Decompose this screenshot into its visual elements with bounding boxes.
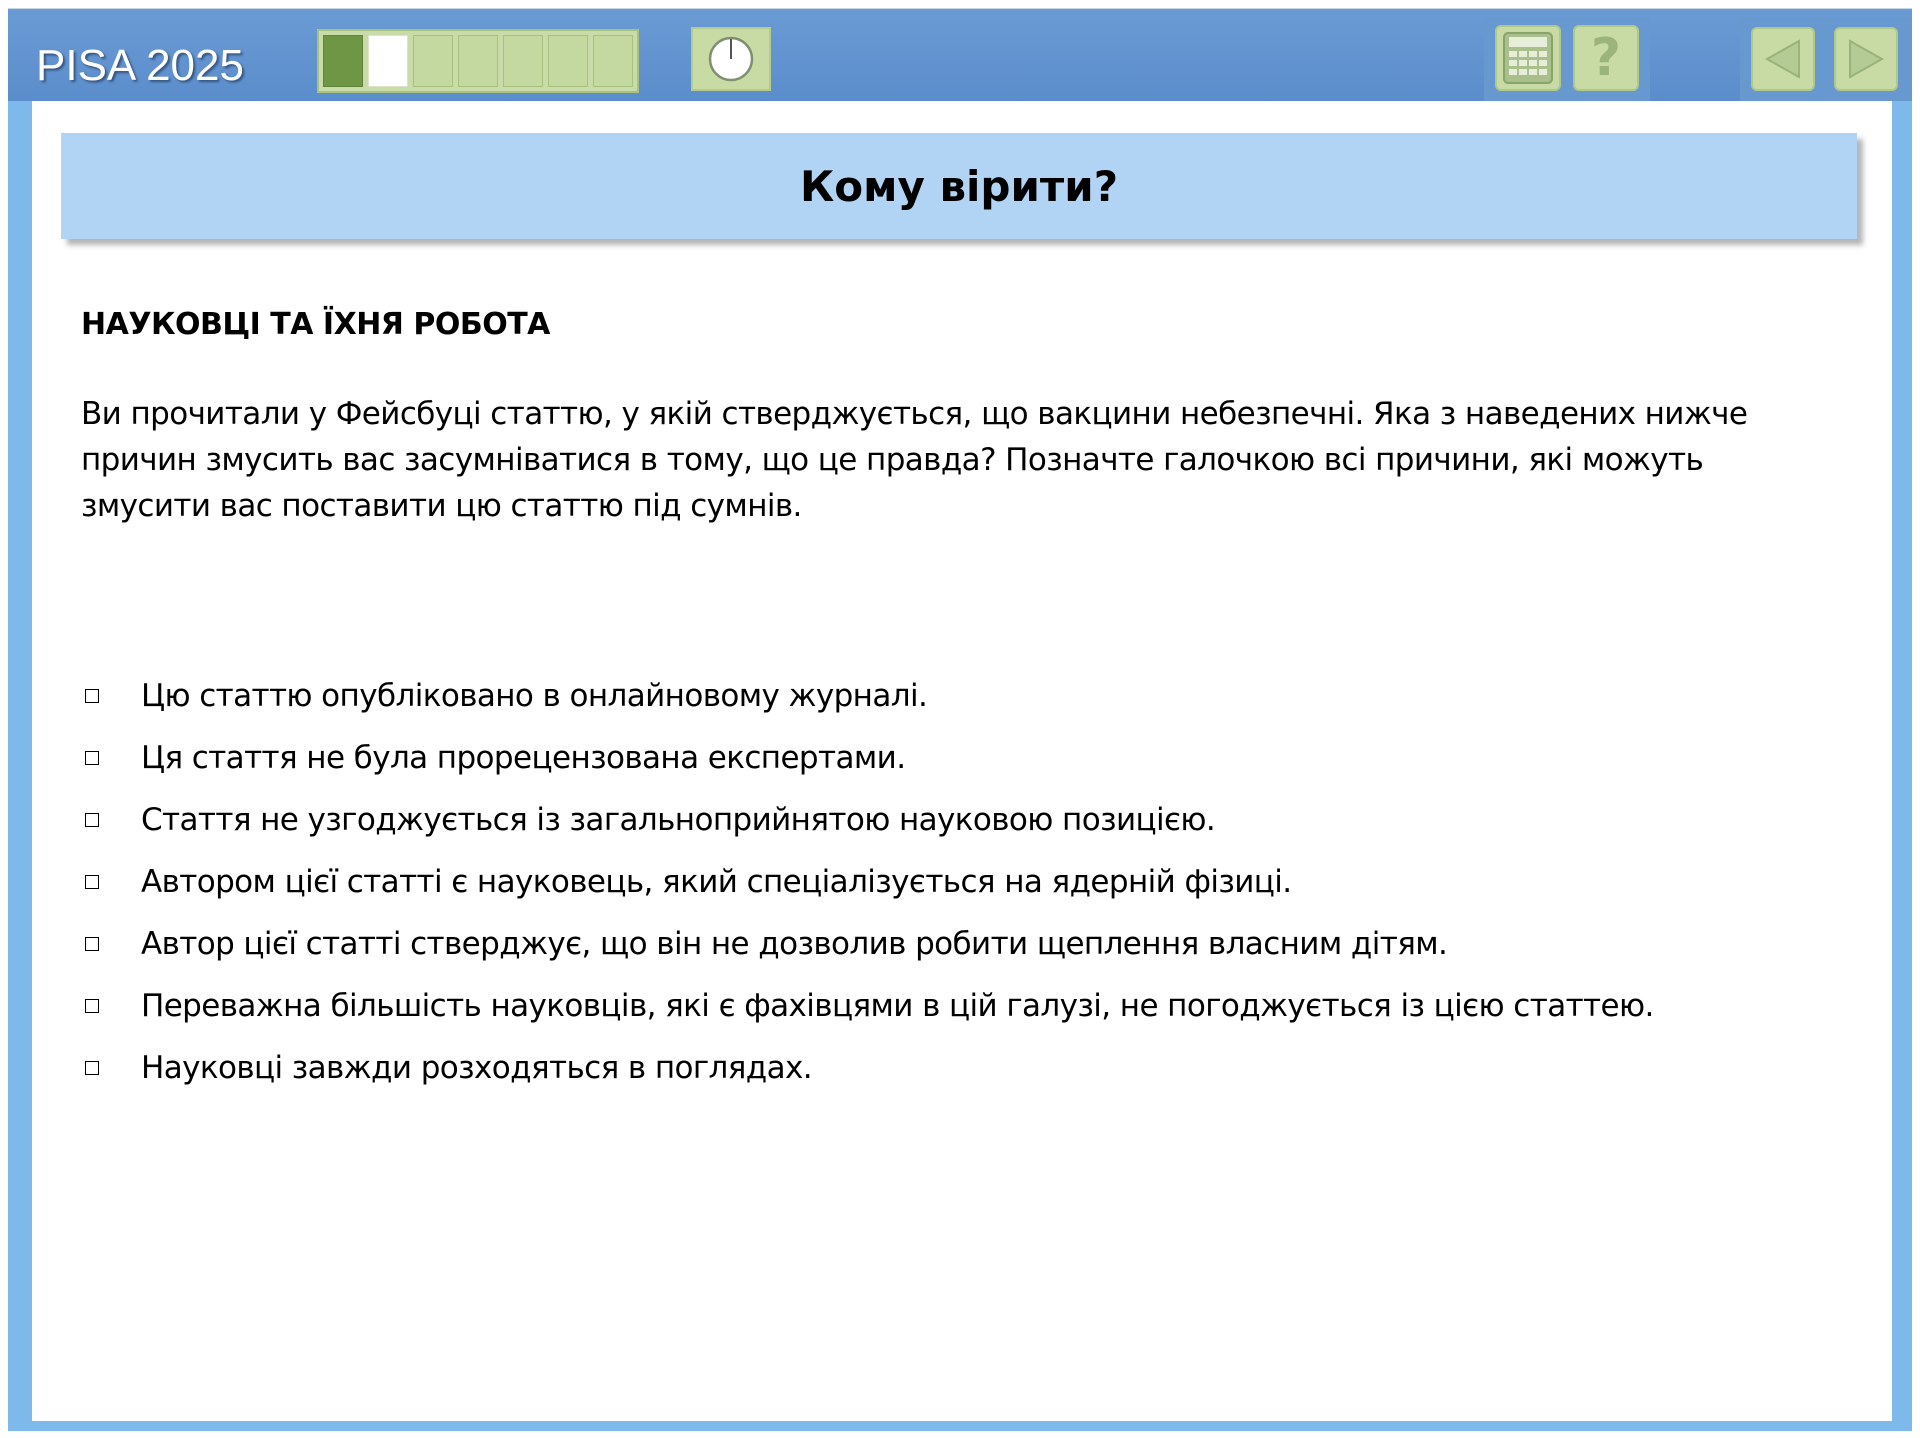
checkbox[interactable]: [85, 875, 99, 889]
option-label: Науковці завжди розходяться в поглядах.: [141, 1050, 813, 1086]
progress-segment-3: [413, 35, 453, 87]
timer-button[interactable]: [691, 27, 771, 91]
options-list: [81, 665, 1654, 1099]
top-toolbar: [8, 9, 1912, 101]
question-text: Ви прочитали у Фейсбуці статтю, у якій стверджується, що вакцини небезпечні. Яка з наведених нижче причин змусить вас засумніватися в тому, що це правда? Позначте галочкою всі причини, які можуть змусити вас поставити цю статтю під сумнів.: [81, 396, 1748, 524]
checkbox[interactable]: [85, 813, 99, 827]
help-button[interactable]: [1573, 25, 1639, 91]
progress-segment-4: [458, 35, 498, 87]
option-5[interactable]: [81, 913, 1654, 975]
content-area: [32, 101, 1892, 1421]
progress-segment-7: [593, 35, 633, 87]
section-heading: НАУКОВЦІ ТА ЇХНЯ РОБОТА: [81, 307, 550, 342]
progress-segment-1: [323, 35, 363, 87]
checkbox[interactable]: [85, 999, 99, 1013]
option-3[interactable]: [81, 789, 1654, 851]
progress-segment-2: [368, 35, 408, 87]
arrow-left-icon: [1761, 37, 1805, 81]
option-label: Цю статтю опубліковано в онлайновому журналі.: [141, 678, 928, 714]
back-button[interactable]: [1751, 27, 1815, 91]
option-4[interactable]: [81, 851, 1654, 913]
app-title: PISA 2025: [36, 41, 244, 90]
title-banner: [61, 133, 1857, 239]
checkbox[interactable]: [85, 751, 99, 765]
option-2[interactable]: [81, 727, 1654, 789]
progress-segment-6: [548, 35, 588, 87]
page-title: Кому вірити?: [799, 161, 1119, 211]
calculator-button[interactable]: [1495, 25, 1561, 91]
option-label: Автор цієї статті стверджує, що він не дозволив робити щеплення власним дітям.: [141, 926, 1448, 962]
option-7[interactable]: [81, 1037, 1654, 1099]
option-label: Автором цієї статті є науковець, який спеціалізується на ядерній фізиці.: [141, 864, 1292, 900]
option-label: Ця стаття не була прорецензована експертами.: [141, 740, 906, 776]
option-1[interactable]: [81, 665, 1654, 727]
help-icon: ?: [1590, 28, 1622, 88]
checkbox[interactable]: [85, 689, 99, 703]
option-label: Стаття не узгоджується із загальноприйнятою науковою позицією.: [141, 802, 1216, 838]
app-frame: [8, 8, 1912, 1431]
arrow-right-icon: [1844, 37, 1888, 81]
clock-icon: [706, 34, 756, 84]
checkbox[interactable]: [85, 937, 99, 951]
option-label: Переважна більшість науковців, які є фахівцями в цій галузі, не погоджується із цією статтею.: [141, 988, 1654, 1024]
calculator-icon: [1502, 31, 1554, 85]
next-button[interactable]: [1834, 27, 1898, 91]
progress-bar: [317, 29, 639, 93]
checkbox[interactable]: [85, 1061, 99, 1075]
option-6[interactable]: [81, 975, 1654, 1037]
progress-segment-5: [503, 35, 543, 87]
